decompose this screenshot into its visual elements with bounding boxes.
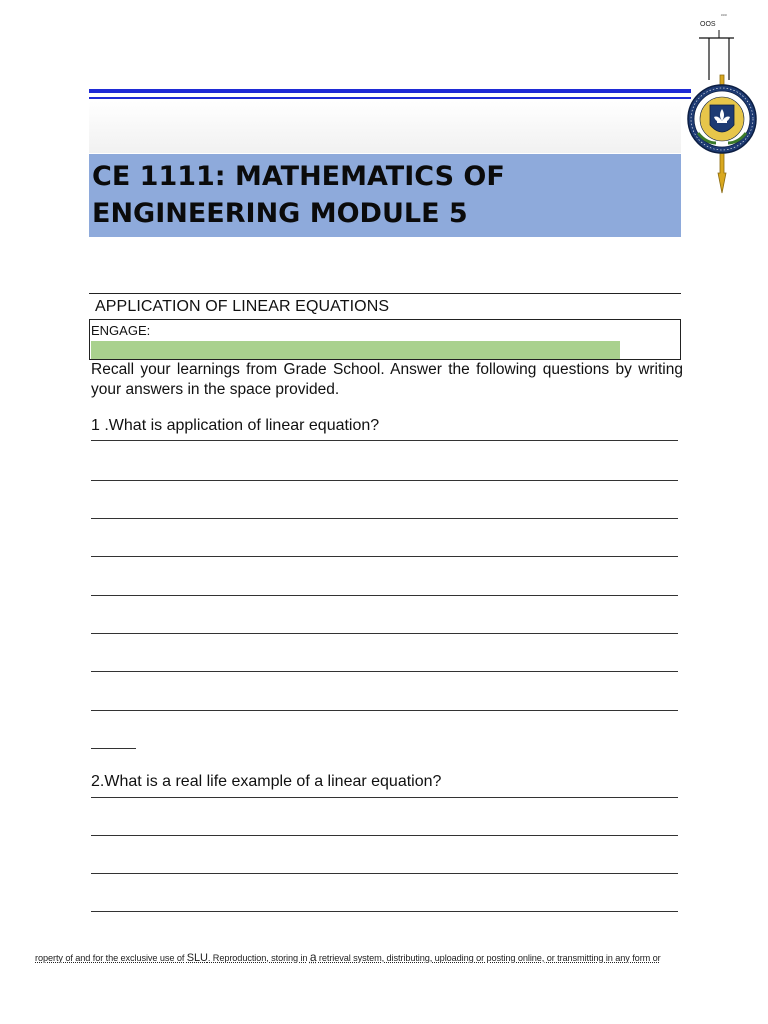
section-heading: APPLICATION OF LINEAR EQUATIONS (95, 298, 390, 315)
footer-org: SLU (186, 952, 208, 964)
engage-label: ENGAGE: (91, 323, 151, 338)
footer-text-1: roperty of and for the exclusive use of (35, 953, 185, 963)
corner-mark-small-label: ccc (721, 12, 727, 17)
answer-line-short[interactable] (91, 748, 136, 749)
header-band (89, 101, 681, 153)
footer-text-3: retrieval system, distributing, uploading or posting online, or transmitting in any form or (318, 953, 661, 963)
answer-line[interactable] (91, 440, 678, 441)
module-title-line-2: ENGINEERING MODULE 5 (92, 198, 468, 229)
answer-line[interactable] (91, 911, 678, 912)
answer-line[interactable] (91, 556, 678, 557)
answer-line[interactable] (91, 480, 678, 481)
module-title (89, 154, 681, 237)
header-rule-top (89, 89, 691, 93)
corner-mark (690, 12, 740, 82)
copyright-footer (35, 950, 735, 964)
footer-a: a (309, 950, 317, 964)
answer-line[interactable] (91, 671, 678, 672)
header-rule-bottom (89, 97, 691, 99)
answer-line[interactable] (91, 710, 678, 711)
instructions-text: Recall your learnings from Grade School. Answer the following questions by writing your answers in the space provided. (91, 361, 683, 398)
engage-highlight-bar (91, 341, 620, 359)
answer-line[interactable] (91, 835, 678, 836)
question-1: 1 .What is application of linear equation? (91, 417, 380, 434)
university-seal-icon (680, 73, 764, 195)
corner-mark-label: OOS (700, 21, 716, 28)
answer-line[interactable] (91, 797, 678, 798)
module-title-line-1: CE 1111: MATHEMATICS OF (92, 161, 505, 192)
footer-text-2: . Reproduction, storing in (207, 953, 308, 963)
answer-line[interactable] (91, 873, 678, 874)
section-heading-row (89, 293, 681, 319)
answer-line[interactable] (91, 518, 678, 519)
answer-line[interactable] (91, 595, 678, 596)
answer-line[interactable] (91, 633, 678, 634)
question-2: 2.What is a real life example of a linear equation? (91, 773, 442, 790)
engage-box (89, 319, 681, 360)
corner-bracket-icon (690, 12, 740, 82)
